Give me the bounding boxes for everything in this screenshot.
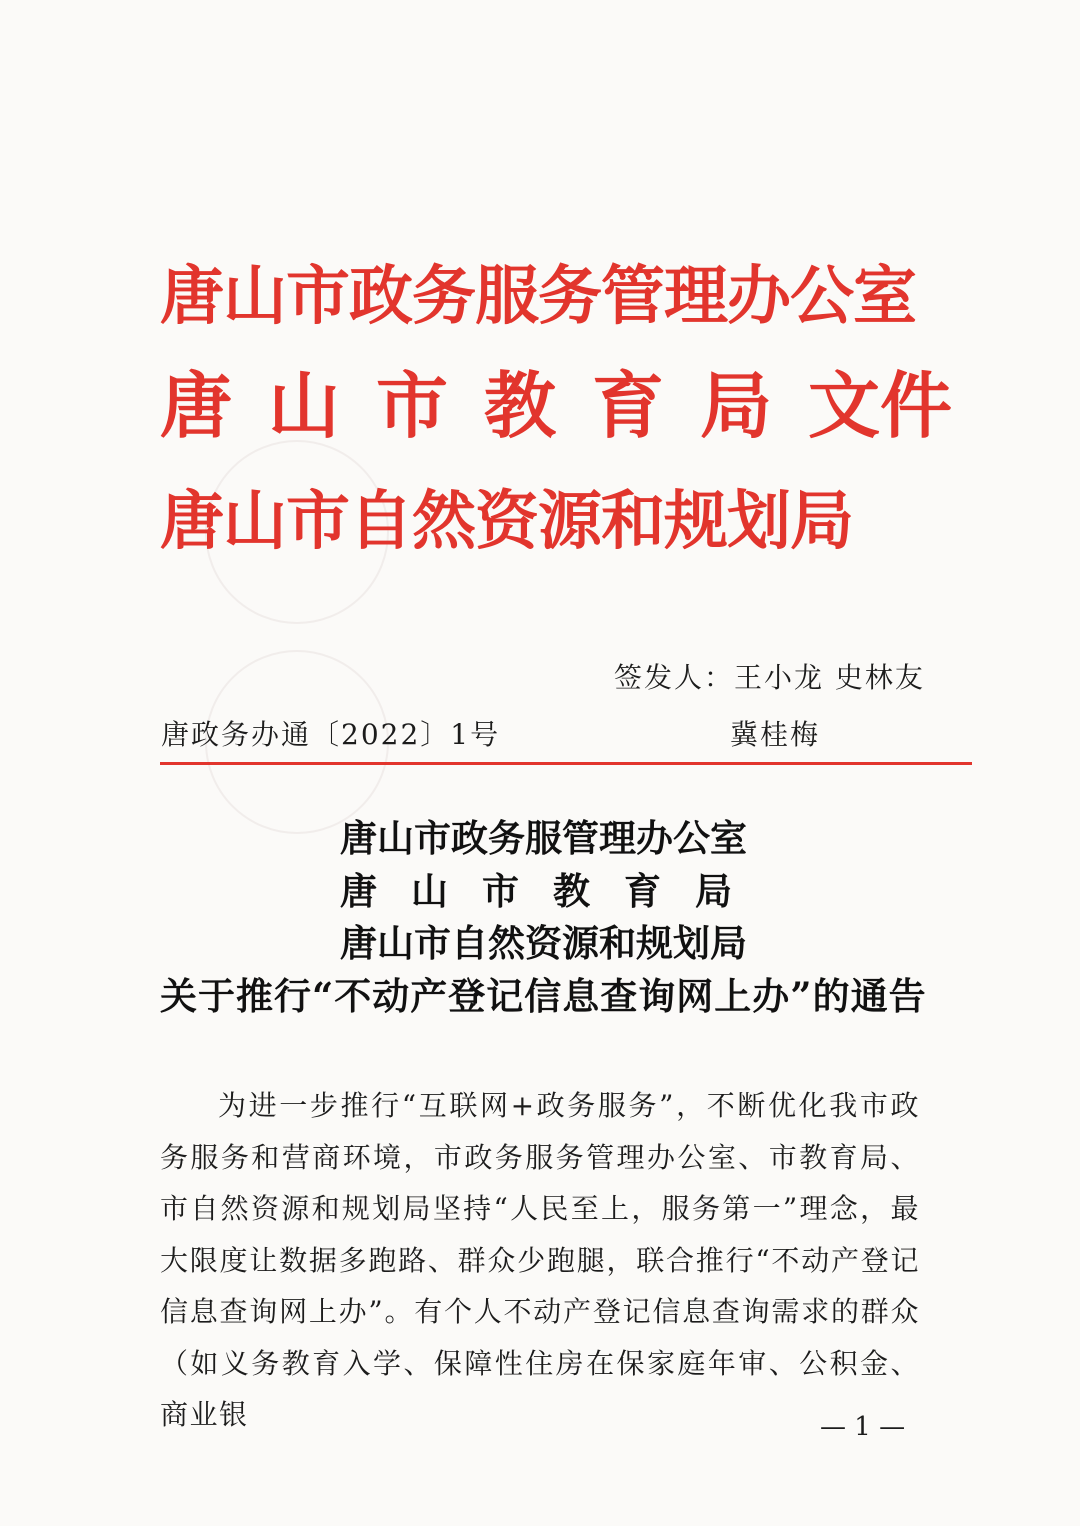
red-divider-rule — [160, 762, 972, 765]
title-line-1: 唐山市政务服管理办公室 — [340, 816, 747, 860]
signer-name-2: 冀桂梅 — [730, 718, 821, 751]
masthead-line-3: 唐山市自然资源和规划局 — [160, 485, 853, 559]
title-line-3: 唐山市自然资源和规划局 — [340, 921, 747, 965]
signer-line: 签发人：王小龙 史林友 — [614, 661, 925, 694]
document-number: 唐政务办通〔2022〕1号 — [161, 718, 501, 751]
page-number: — 1 — — [820, 1412, 906, 1442]
masthead-line-2 — [160, 364, 953, 448]
title-line-4: 关于推行“不动产登记信息查询网上办”的通告 — [160, 974, 927, 1018]
masthead-line-2-spaced: 唐山市教育局 — [160, 364, 809, 448]
body-paragraph: 为进一步推行“互联网+政务服务”，不断优化我市政务服务和营商环境，市政务服务管理办公室、市教育局、市自然资源和规划局坚持“人民至上，服务第一”理念，最大限度让数据多跑路、群众少跑腿，联合推行“不动产登记信息查询网上办”。有个人不动产登记信息查询需求的群众（如义务教育入学、保障性住房在保家庭年审、公积金、商业银 — [160, 1089, 920, 1431]
masthead-line-1: 唐山市政务服务管理办公室 — [160, 260, 916, 334]
title-line-2: 唐山市教育局 — [340, 869, 766, 913]
masthead-line-2-tail: 文件 — [808, 364, 953, 448]
